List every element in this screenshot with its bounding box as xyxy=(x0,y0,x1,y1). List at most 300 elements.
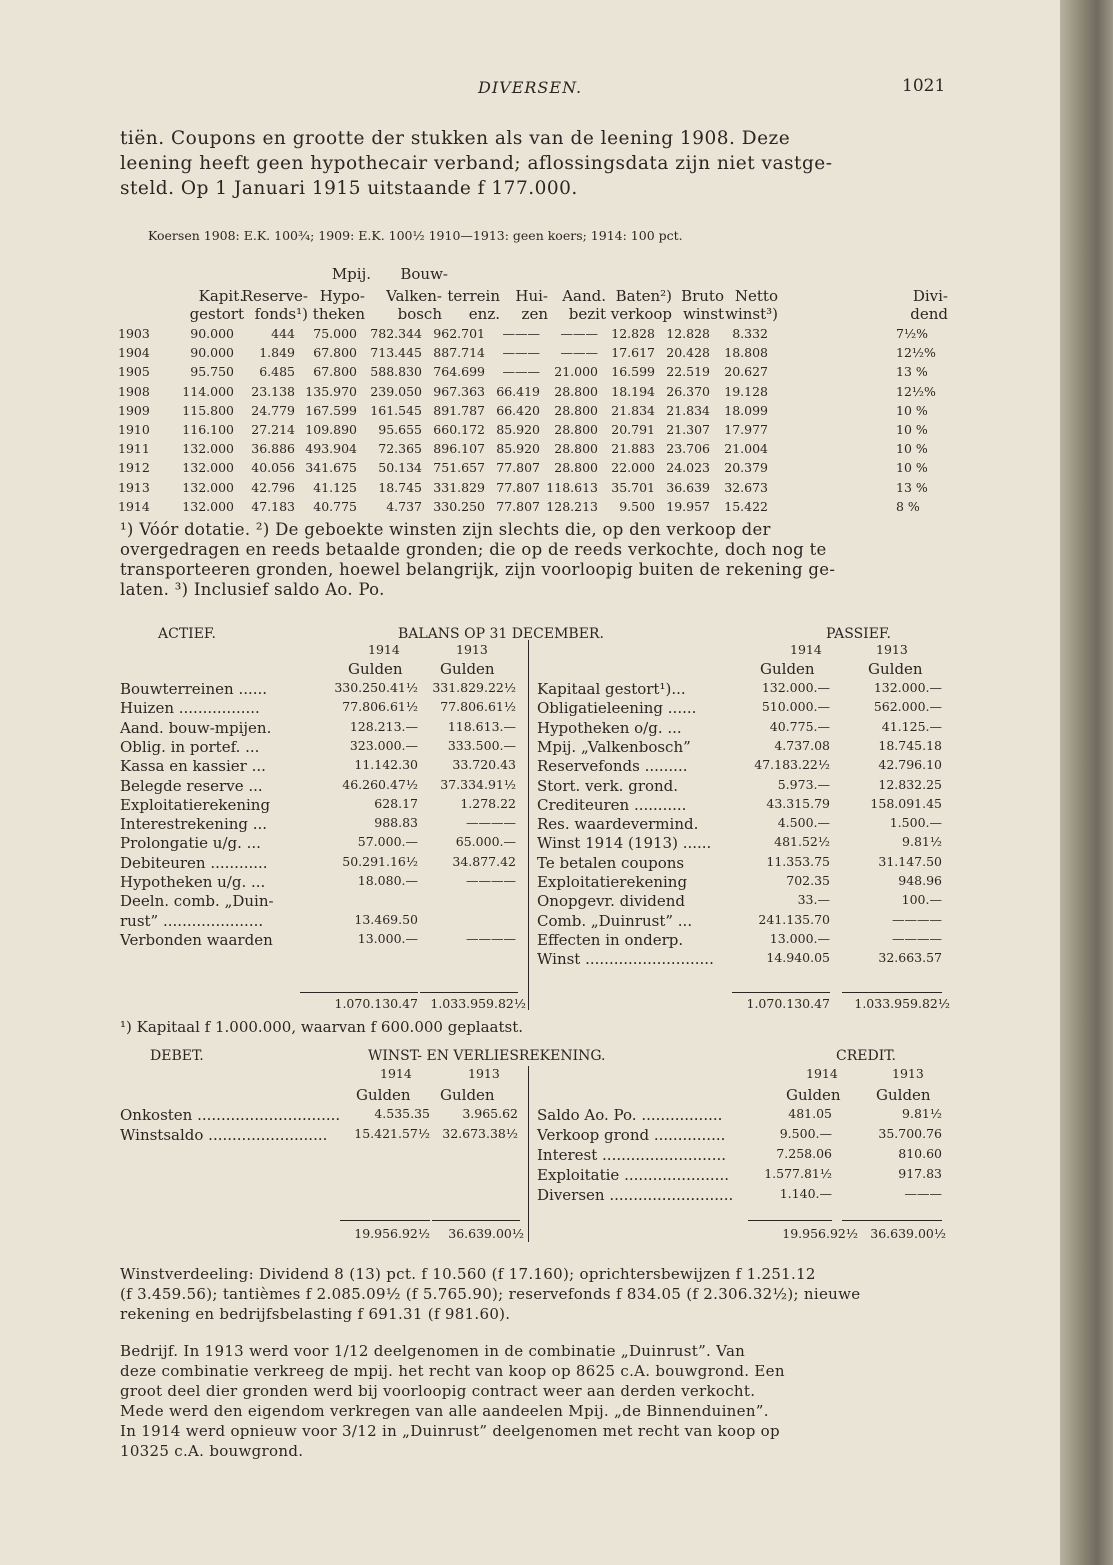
unit-header: Gulden xyxy=(440,1086,495,1104)
table-cell: 21.883 xyxy=(611,441,655,457)
passief-1913: 41.125.— xyxy=(881,718,942,734)
table-cell: 962.701 xyxy=(433,326,485,341)
total-actief-1913: 1.033.959.82½ xyxy=(430,996,526,1011)
table-cell: 660.172 xyxy=(433,422,485,437)
year-header: 1913 xyxy=(892,1066,924,1081)
column-header: Aand. xyxy=(562,287,606,305)
table-cell: 20.791 xyxy=(611,422,655,437)
passief-1914: 33.— xyxy=(797,892,830,908)
passief-label: Reservefonds ......... xyxy=(537,757,688,776)
credit-1913: 810.60 xyxy=(898,1146,942,1161)
passief-1914: 4.737.08 xyxy=(774,737,830,753)
sum-rule xyxy=(340,1220,430,1221)
table-cell: 10 % xyxy=(896,460,928,476)
passief-1913: 18.745.18 xyxy=(878,737,942,753)
debet-1913: 3.965.62 xyxy=(462,1106,518,1121)
passief-label: Comb. „Duinrust” ... xyxy=(537,911,693,930)
column-header: bezit xyxy=(568,305,606,323)
table-cell: 18.808 xyxy=(724,345,768,361)
table-cell: 713.445 xyxy=(370,345,422,361)
actief-1913: 37.334.91½ xyxy=(440,776,516,792)
table-cell: 35.701 xyxy=(611,479,655,495)
year-header: 1913 xyxy=(456,642,488,657)
table-cell: 330.250 xyxy=(433,498,485,514)
passief-1913: ———— xyxy=(892,911,942,927)
passief-1913: 32.663.57 xyxy=(878,950,942,966)
table-cell: 40.056 xyxy=(251,460,295,476)
table-cell: 20.428 xyxy=(666,345,710,361)
credit-1914: 1.140.— xyxy=(779,1186,832,1201)
table-cell: 26.370 xyxy=(666,383,710,399)
total-credit-1914: 19.956.92½ xyxy=(782,1226,858,1241)
credit-1914: 7.258.06 xyxy=(776,1146,832,1161)
column-header: winst xyxy=(682,305,724,323)
total-debet-1914: 19.956.92½ xyxy=(354,1226,430,1241)
credit-label: Verkoop grond ............... xyxy=(537,1126,726,1144)
table-cell: 77.807 xyxy=(496,479,540,495)
actief-1914: 330.250.41½ xyxy=(334,680,418,695)
actief-1913: ———— xyxy=(466,815,516,831)
text-line: Bedrijf. In 1913 werd voor 1/12 deelgenomen in de combinatie „Duinrust”. Van xyxy=(120,1342,746,1360)
sum-rule xyxy=(300,992,418,993)
row-year: 1908 xyxy=(118,383,150,399)
credit-1914: 481.05 xyxy=(788,1106,832,1121)
passief-1913: 948.96 xyxy=(898,873,942,888)
actief-1914: 988.83 xyxy=(374,815,418,831)
column-header: theken xyxy=(312,305,365,323)
passief-label: Onopgevr. dividend xyxy=(537,892,686,911)
actief-1913: 331.829.22½ xyxy=(432,680,516,695)
column-header: zen xyxy=(521,305,548,323)
passief-label: Hypotheken o/g. ... xyxy=(537,718,682,737)
book-edge xyxy=(1060,0,1113,1565)
table-cell: 66.420 xyxy=(496,402,540,418)
table-cell: 20.627 xyxy=(724,364,768,380)
table-cell: 341.675 xyxy=(305,460,357,476)
passief-1914: 510.000.— xyxy=(761,699,830,715)
table-cell: 67.800 xyxy=(313,345,357,361)
actief-1914: 46.260.47½ xyxy=(342,776,418,792)
table-cell: 135.970 xyxy=(305,383,357,399)
passief-label: Effecten in onderp. xyxy=(537,930,684,949)
table-cell: 40.775 xyxy=(313,498,357,514)
table-cell: 21.834 xyxy=(611,402,655,418)
table-cell: 15.422 xyxy=(724,498,768,514)
column-header: Bruto xyxy=(681,287,724,305)
running-title: DIVERSEN. xyxy=(478,78,583,97)
table-cell: 132.000 xyxy=(182,460,234,476)
table-cell: 23.138 xyxy=(251,383,295,399)
actief-label: Bouwterreinen ...... xyxy=(120,680,268,698)
year-header: 1914 xyxy=(380,1066,412,1081)
table-cell: 28.800 xyxy=(554,460,598,476)
credit-1913: 9.81½ xyxy=(902,1106,942,1121)
passief-label: Winst ........................... xyxy=(537,950,714,969)
row-year: 1914 xyxy=(118,498,150,514)
note-line: transporteeren gronden, hoewel belangrijk, zijn voorloopig buiten de rekening ge- xyxy=(120,560,836,579)
text-line: 10325 c.A. bouwgrond. xyxy=(120,1442,304,1460)
table-cell: ——— xyxy=(560,326,598,341)
column-header: bosch xyxy=(397,305,442,323)
column-header: Hui- xyxy=(515,287,548,305)
table-cell: 36.639 xyxy=(666,479,710,495)
row-year: 1909 xyxy=(118,402,150,418)
table-cell: 42.796 xyxy=(251,479,295,495)
actief-1914: 18.080.— xyxy=(357,873,418,888)
table-cell: 27.214 xyxy=(251,422,295,437)
actief-label: Exploitatierekening xyxy=(120,795,271,814)
passief-heading: PASSIEF. xyxy=(826,626,891,642)
table-cell: 493.904 xyxy=(305,441,357,457)
column-header: Kapit. xyxy=(198,287,244,305)
passief-1914: 5.973.— xyxy=(777,776,830,792)
credit-1913: ——— xyxy=(904,1186,942,1201)
actief-heading: ACTIEF. xyxy=(158,626,216,642)
actief-label: rust” ..................... xyxy=(120,911,264,930)
column-header: enz. xyxy=(468,305,500,323)
table-cell: 36.886 xyxy=(251,441,295,457)
actief-1914: 57.000.— xyxy=(357,834,418,850)
unit-header: Gulden xyxy=(440,660,495,678)
table-cell: 10 % xyxy=(896,441,928,457)
table-cell: 109.890 xyxy=(305,422,357,437)
credit-1913: 35.700.76 xyxy=(878,1126,942,1141)
actief-1914: 50.291.16½ xyxy=(342,853,418,869)
row-year: 1910 xyxy=(118,422,150,437)
note-line: laten. ³) Inclusief saldo Ao. Po. xyxy=(120,580,385,599)
table-cell: 66.419 xyxy=(496,383,540,399)
table-cell: 12½% xyxy=(896,345,936,361)
passief-label: Mpij. „Valkenbosch” xyxy=(537,737,691,756)
text-line: leening heeft geen hypothecair verband; aflossingsdata zijn niet vastge- xyxy=(120,153,833,174)
table-cell: 72.365 xyxy=(378,441,422,457)
debet-heading: DEBET. xyxy=(150,1048,204,1064)
passief-1914: 11.353.75 xyxy=(766,853,830,869)
actief-label: Huizen ................. xyxy=(120,699,260,718)
passief-1914: 481.52½ xyxy=(774,834,830,850)
table-cell: 887.714 xyxy=(433,345,485,361)
table-cell: 17.617 xyxy=(611,345,655,361)
debet-1914: 4.535.35 xyxy=(374,1106,430,1121)
table-cell: 28.800 xyxy=(554,383,598,399)
credit-heading: CREDIT. xyxy=(836,1048,896,1064)
table-cell: 751.657 xyxy=(433,460,485,476)
table-cell: 47.183 xyxy=(251,498,295,514)
text-line: (f 3.459.56); tantièmes f 2.085.09½ (f 5.765.90); reservefonds f 834.05 (f 2.306.32½); nieuwe xyxy=(120,1285,861,1303)
table-cell: 167.599 xyxy=(305,402,357,418)
table-cell: 764.699 xyxy=(433,364,485,380)
table-cell: 4.737 xyxy=(386,498,422,514)
table-cell: 21.307 xyxy=(666,422,710,437)
unit-header: Gulden xyxy=(356,1086,411,1104)
actief-1913: 33.720.43 xyxy=(452,757,516,773)
table-cell: 21.000 xyxy=(554,364,598,380)
text-line: Mede werd den eigendom verkregen van alle aandeelen Mpij. „de Binnenduinen”. xyxy=(120,1402,769,1420)
table-cell: 32.673 xyxy=(724,479,768,495)
passief-1914: 40.775.— xyxy=(769,718,830,734)
actief-label: Belegde reserve ... xyxy=(120,776,263,795)
total-credit-1913: 36.639.00½ xyxy=(870,1226,946,1241)
table-cell: 331.829 xyxy=(433,479,485,495)
table-cell: 114.000 xyxy=(182,383,234,399)
total-passief-1914: 1.070.130.47 xyxy=(746,996,830,1011)
row-year: 1903 xyxy=(118,326,150,341)
table-cell: 10 % xyxy=(896,402,928,418)
table-cell: 161.545 xyxy=(370,402,422,418)
column-header: dend xyxy=(910,305,948,323)
actief-label: Aand. bouw-mpijen. xyxy=(120,718,272,737)
pl-heading: WINST- EN VERLIESREKENING. xyxy=(368,1048,606,1064)
table-cell: 8 % xyxy=(896,498,920,514)
text-line: Winstverdeeling: Dividend 8 (13) pct. f 10.560 (f 17.160); oprichtersbewijzen f 1.251.12 xyxy=(120,1265,816,1283)
credit-1914: 1.577.81½ xyxy=(764,1166,832,1181)
table-cell: 23.706 xyxy=(666,441,710,457)
passief-1913: 132.000.— xyxy=(873,680,942,695)
unit-header: Gulden xyxy=(786,1086,841,1104)
actief-1914: 13.469.50 xyxy=(354,911,418,927)
credit-label: Diversen .......................... xyxy=(537,1186,734,1204)
actief-1913: 77.806.61½ xyxy=(440,699,516,715)
actief-1914: 128.213.— xyxy=(349,718,418,734)
table-cell: 28.800 xyxy=(554,422,598,437)
credit-label: Saldo Ao. Po. ................. xyxy=(537,1106,723,1124)
column-header: Hypo- xyxy=(319,287,365,305)
table-cell: 19.957 xyxy=(666,498,710,514)
passief-1913: 562.000.— xyxy=(873,699,942,715)
table-cell: 782.344 xyxy=(370,326,422,341)
table-cell: 132.000 xyxy=(182,479,234,495)
sum-rule xyxy=(420,992,518,993)
table-cell: 67.800 xyxy=(313,364,357,380)
table-cell: 588.830 xyxy=(370,364,422,380)
table-cell: ——— xyxy=(502,345,540,361)
column-header: verkoop xyxy=(610,305,672,323)
passief-1914: 702.35 xyxy=(786,873,830,888)
table-cell: 132.000 xyxy=(182,441,234,457)
actief-1914: 13.000.— xyxy=(357,930,418,946)
table-cell: 75.000 xyxy=(313,326,357,341)
actief-1914: 11.142.30 xyxy=(354,757,418,773)
row-year: 1905 xyxy=(118,364,150,380)
table-cell: 22.519 xyxy=(666,364,710,380)
table-cell: ——— xyxy=(502,326,540,341)
year-header: 1913 xyxy=(876,642,908,657)
sum-rule xyxy=(432,1220,520,1221)
passief-1913: 31.147.50 xyxy=(878,853,942,869)
table-cell: 85.920 xyxy=(496,422,540,437)
passief-1913: 100.— xyxy=(901,892,942,908)
actief-label: Debiteuren ............ xyxy=(120,853,268,872)
table-cell: 77.807 xyxy=(496,498,540,514)
credit-1913: 917.83 xyxy=(898,1166,942,1181)
debet-label: Onkosten .............................. xyxy=(120,1106,341,1124)
table-cell: ——— xyxy=(502,364,540,380)
unit-header: Gulden xyxy=(760,660,815,678)
table-cell: 13 % xyxy=(896,364,928,380)
table-cell: 9.500 xyxy=(619,498,655,514)
table-cell: 239.050 xyxy=(370,383,422,399)
year-header: 1913 xyxy=(468,1066,500,1081)
passief-1913: 158.091.45 xyxy=(870,795,942,811)
row-year: 1904 xyxy=(118,345,150,361)
text-line: steld. Op 1 Januari 1915 uitstaande f 177.000. xyxy=(120,178,578,199)
actief-1913: ———— xyxy=(466,873,516,888)
table-cell: 28.800 xyxy=(554,402,598,418)
passief-1914: 13.000.— xyxy=(769,930,830,946)
text-line: tiën. Coupons en grootte der stukken als van de leening 1908. Deze xyxy=(120,128,791,149)
table-cell: 17.977 xyxy=(724,422,768,437)
table-cell: 20.379 xyxy=(724,460,768,476)
table-cell: 18.745 xyxy=(378,479,422,495)
actief-label: Hypotheken u/g. ... xyxy=(120,873,266,891)
table-cell: 444 xyxy=(271,326,295,341)
table-cell: 22.000 xyxy=(611,460,655,476)
table-cell: 13 % xyxy=(896,479,928,495)
actief-1914: 77.806.61½ xyxy=(342,699,418,715)
column-header: Netto xyxy=(734,287,778,305)
table-cell: 21.834 xyxy=(666,402,710,418)
table-cell: ——— xyxy=(560,345,598,361)
passief-label: Exploitatierekening xyxy=(537,873,688,891)
passief-1914: 4.500.— xyxy=(777,815,830,831)
sum-rule xyxy=(732,992,830,993)
table-cell: 95.750 xyxy=(190,364,234,380)
table-cell: 12.828 xyxy=(666,326,710,341)
column-header: winst³) xyxy=(725,305,778,323)
passief-1914: 14.940.05 xyxy=(766,950,830,966)
actief-1913: 118.613.— xyxy=(447,718,516,734)
credit-label: Interest .......................... xyxy=(537,1146,727,1164)
passief-1914: 47.183.22½ xyxy=(754,757,830,773)
year-header: 1914 xyxy=(806,1066,838,1081)
table-cell: 24.779 xyxy=(251,402,295,418)
passief-label: Obligatieleening ...... xyxy=(537,699,697,718)
actief-1913: 65.000.— xyxy=(455,834,516,850)
passief-1914: 241.135.70 xyxy=(758,911,830,927)
table-cell: 132.000 xyxy=(182,498,234,514)
year-header: 1914 xyxy=(790,642,822,657)
column-header: Baten²) xyxy=(615,287,672,305)
total-actief-1914: 1.070.130.47 xyxy=(334,996,418,1011)
table-cell: 967.363 xyxy=(433,383,485,399)
passief-1913: ———— xyxy=(892,930,942,946)
actief-1914: 628.17 xyxy=(374,795,418,811)
unit-header: Gulden xyxy=(348,660,403,678)
row-year: 1911 xyxy=(118,441,150,457)
center-rule xyxy=(528,640,529,1010)
note-line: ¹) Vóór dotatie. ²) De geboekte winsten zijn slechts die, op den verkoop der xyxy=(120,520,771,539)
table-cell: 50.134 xyxy=(378,460,422,476)
year-header: 1914 xyxy=(368,642,400,657)
passief-1913: 1.500.— xyxy=(889,815,942,831)
passief-label: Res. waardevermind. xyxy=(537,815,699,834)
credit-label: Exploitatie ...................... xyxy=(537,1166,729,1184)
column-header: Mpij. xyxy=(331,265,371,283)
actief-1914: 323.000.— xyxy=(349,737,418,753)
column-header: Bouw- xyxy=(400,265,448,283)
actief-1913: 34.877.42 xyxy=(452,853,516,869)
column-header: Valken- xyxy=(386,287,442,305)
table-cell: 12.828 xyxy=(611,326,655,341)
actief-label: Prolongatie u/g. ... xyxy=(120,834,261,853)
page-number: 1021 xyxy=(902,76,946,96)
table-cell: 90.000 xyxy=(190,326,234,341)
passief-label: Stort. verk. grond. xyxy=(537,776,679,795)
table-cell: 7½% xyxy=(896,326,928,341)
passief-label: Te betalen coupons xyxy=(537,853,685,872)
row-year: 1912 xyxy=(118,460,150,476)
debet-1914: 15.421.57½ xyxy=(354,1126,430,1141)
table-cell: 6.485 xyxy=(259,364,295,380)
table-cell: 95.655 xyxy=(378,422,422,437)
text-line: groot deel dier gronden werd bij voorloopig contract weer aan derden verkocht. xyxy=(120,1382,756,1400)
column-header: Divi- xyxy=(912,287,948,305)
table-cell: 118.613 xyxy=(546,479,598,495)
table-cell: 41.125 xyxy=(313,479,357,495)
unit-header: Gulden xyxy=(876,1086,931,1104)
balance-heading: BALANS OP 31 DECEMBER. xyxy=(398,626,604,642)
actief-1913: 333.500.— xyxy=(447,737,516,753)
total-debet-1913: 36.639.00½ xyxy=(448,1226,524,1241)
table-cell: 1.849 xyxy=(259,345,295,361)
actief-label: Verbonden waarden xyxy=(120,930,273,949)
debet-label: Winstsaldo ......................... xyxy=(120,1126,328,1144)
text-line: rekening en bedrijfsbelasting f 691.31 (f 981.60). xyxy=(120,1305,511,1323)
text-line: In 1914 werd opnieuw voor 3/12 in „Duinrust” deelgenomen met recht van koop op xyxy=(120,1422,780,1440)
passief-1913: 9.81½ xyxy=(902,834,942,850)
table-cell: 21.004 xyxy=(724,441,768,457)
unit-header: Gulden xyxy=(868,660,923,678)
actief-1913: ———— xyxy=(466,930,516,946)
text-line: deze combinatie verkreeg de mpij. het recht van koop op 8625 c.A. bouwgrond. Een xyxy=(120,1362,785,1380)
table-cell: 116.100 xyxy=(182,422,234,437)
koersen-line: Koersen 1908: E.K. 100¾; 1909: E.K. 100½ 1910—1913: geen koers; 1914: 100 pct. xyxy=(148,228,683,243)
table-cell: 12½% xyxy=(896,383,936,399)
table-cell: 16.599 xyxy=(611,364,655,380)
table-cell: 896.107 xyxy=(433,441,485,457)
row-year: 1913 xyxy=(118,479,150,495)
table-cell: 28.800 xyxy=(554,441,598,457)
passief-label: Winst 1914 (1913) ...... xyxy=(537,834,712,853)
total-passief-1913: 1.033.959.82½ xyxy=(854,996,950,1011)
balance-footnote: ¹) Kapitaal f 1.000.000, waarvan f 600.000 geplaatst. xyxy=(120,1018,524,1036)
passief-1913: 12.832.25 xyxy=(878,776,942,792)
column-header: terrein xyxy=(447,287,500,305)
table-cell: 115.800 xyxy=(182,402,234,418)
table-cell: 18.194 xyxy=(611,383,655,399)
sum-rule xyxy=(842,1220,942,1221)
note-line: overgedragen en reeds betaalde gronden; die op de reeds verkochte, doch nog te xyxy=(120,540,827,559)
sum-rule xyxy=(748,1220,832,1221)
table-cell: 24.023 xyxy=(666,460,710,476)
column-header: gestort xyxy=(189,305,244,323)
table-cell: 85.920 xyxy=(496,441,540,457)
table-cell: 10 % xyxy=(896,422,928,437)
table-cell: 19.128 xyxy=(724,383,768,399)
column-header: Reserve- xyxy=(241,287,308,305)
actief-label: Kassa en kassier ... xyxy=(120,757,266,776)
table-cell: 18.099 xyxy=(724,402,768,418)
debet-1913: 32.673.38½ xyxy=(442,1126,518,1141)
passief-label: Kapitaal gestort¹)... xyxy=(537,680,686,698)
actief-label: Interestrekening ... xyxy=(120,815,268,834)
table-cell: 77.807 xyxy=(496,460,540,476)
table-cell: 891.787 xyxy=(433,402,485,418)
credit-1914: 9.500.— xyxy=(779,1126,832,1141)
actief-1913: 1.278.22 xyxy=(460,795,516,811)
passief-1914: 43.315.79 xyxy=(766,795,830,811)
sum-rule xyxy=(842,992,942,993)
